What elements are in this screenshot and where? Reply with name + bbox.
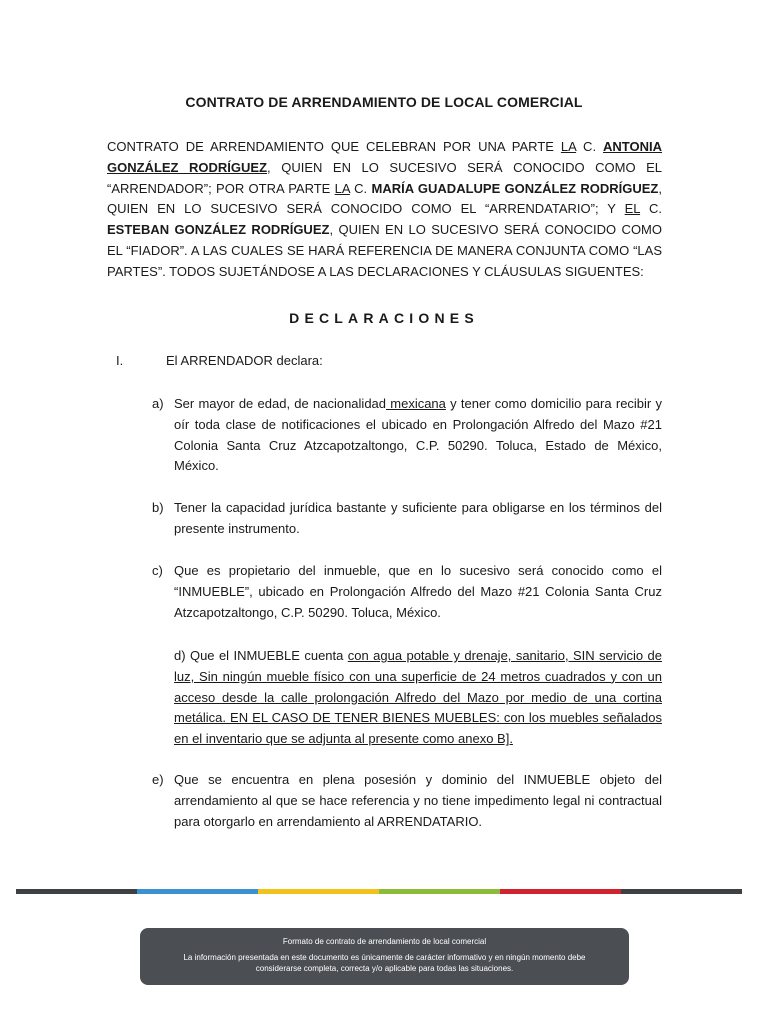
- item-label: e): [152, 772, 164, 787]
- declarations-heading: DECLARACIONES: [289, 310, 479, 326]
- footer-color-bar: [16, 889, 742, 894]
- footer-disclaimer: La información presentada en este documento es únicamente de carácter informativo y en ningún momento debe considerarse completa, correcta y/o aplicable para todas las situaciones.: [183, 953, 586, 973]
- intro-text-4: C.: [349, 180, 372, 196]
- item-label: a): [152, 396, 164, 411]
- declaration-item-d: [174, 646, 662, 750]
- footer-disclaimer-box: [140, 928, 629, 985]
- item-d-prefix: d) Que el INMUEBLE cuenta: [174, 648, 348, 663]
- arrendador-name: ANTONIA GONZÁLEZ RODRÍGUEZ: [107, 139, 662, 175]
- intro-text-7: , QUIEN EN LO SUCESIVO SERÁ CONOCIDO COMO EL “FIADOR”. A LAS CUALES SE HARÁ REFERENCIA DE MANERA CONJUNTA COMO “LAS PARTES”. TODOS SUJETÁNDOSE A LAS DECLARACIONES Y CLÁUSULAS SIGUENTES:: [107, 222, 662, 279]
- color-bar-segment: [258, 889, 379, 894]
- item-text: Que se encuentra en plena posesión y dominio del INMUEBLE objeto del arrendamiento al que se hace referencia y no tiene impedimento legal ni contractual para otorgarlo en arrendamiento al ARRENDATARIO.: [174, 772, 662, 829]
- item-a-nationality: mexicana: [386, 396, 446, 411]
- intro-la-1: LA: [560, 139, 577, 154]
- item-text: Tener la capacidad jurídica bastante y suficiente para obligarse en los términos del presente instrumento.: [174, 500, 662, 536]
- intro-el: EL: [624, 201, 641, 217]
- item-label: c): [152, 563, 163, 578]
- declaration-item-c: [152, 561, 662, 623]
- item-text: Que es propietario del inmueble, que en lo sucesivo será conocido como el “INMUEBLE”, ubicado en Prolongación Alfredo del Mazo #21 Colonia Santa Cruz Atzcapotzaltongo, C.P. 50290. Toluca, México.: [174, 563, 662, 620]
- color-bar-segment: [16, 889, 137, 894]
- intro-text-3: , QUIEN EN LO SUCESIVO SERÁ CONOCIDO COMO EL “ARRENDADOR”; POR OTRA PARTE: [107, 159, 662, 196]
- item-a-text-2: y tener como domicilio para recibir y oír toda clase de notificaciones el ubicado en Prolongación Alfredo del Mazo #21 Colonia Santa Cruz Atzcapotzaltongo, C.P. 50290. Toluca, Estado de México, México.: [174, 396, 662, 474]
- item-d-underlined: con agua potable y drenaje, sanitario, SIN servicio de luz, Sin ningún mueble físico con una superficie de 24 metros cuadrados y con un acceso desde la calle prolongación Alfredo del Mazo por medio de una cortina metálica. EN EL CASO DE TENER BIENES MUEBLES: con los muebles señalados en el inventario que se adjunta al presente como anexo B].: [174, 648, 662, 747]
- intro-paragraph: [107, 137, 662, 283]
- declaration-item-a: [152, 394, 662, 477]
- color-bar-segment: [379, 889, 500, 894]
- color-bar-segment: [137, 889, 258, 894]
- intro-text-1: CONTRATO DE ARRENDAMIENTO QUE CELEBRAN POR UNA PARTE: [107, 139, 561, 154]
- item-text: [174, 394, 662, 477]
- document-title: CONTRATO DE ARRENDAMIENTO DE LOCAL COMERCIAL: [185, 94, 583, 110]
- footer-title: Formato de contrato de arrendamiento de local comercial: [282, 937, 487, 946]
- item-a-text-1: Ser mayor de edad, de nacionalidad: [174, 396, 387, 411]
- item-label: b): [152, 500, 164, 515]
- intro-text-2: C.: [576, 139, 604, 154]
- fiador-name: ESTEBAN GONZÁLEZ RODRÍGUEZ: [107, 222, 330, 238]
- section-heading: El ARRENDADOR declara:: [166, 353, 323, 368]
- color-bar-segment: [621, 889, 742, 894]
- section-number: I.: [116, 353, 124, 368]
- intro-text-5: , QUIEN EN LO SUCESIVO SERÁ CONOCIDO COMO EL “ARRENDATARIO”; Y: [107, 180, 662, 217]
- declaration-item-b: [152, 498, 662, 540]
- color-bar-segment: [500, 889, 621, 894]
- intro-la-2: LA: [334, 180, 350, 196]
- arrendatario-name: MARÍA GUADALUPE GONZÁLEZ RODRÍGUEZ: [371, 180, 659, 196]
- declaration-item-e: [152, 770, 662, 832]
- intro-text-6: C.: [640, 201, 662, 217]
